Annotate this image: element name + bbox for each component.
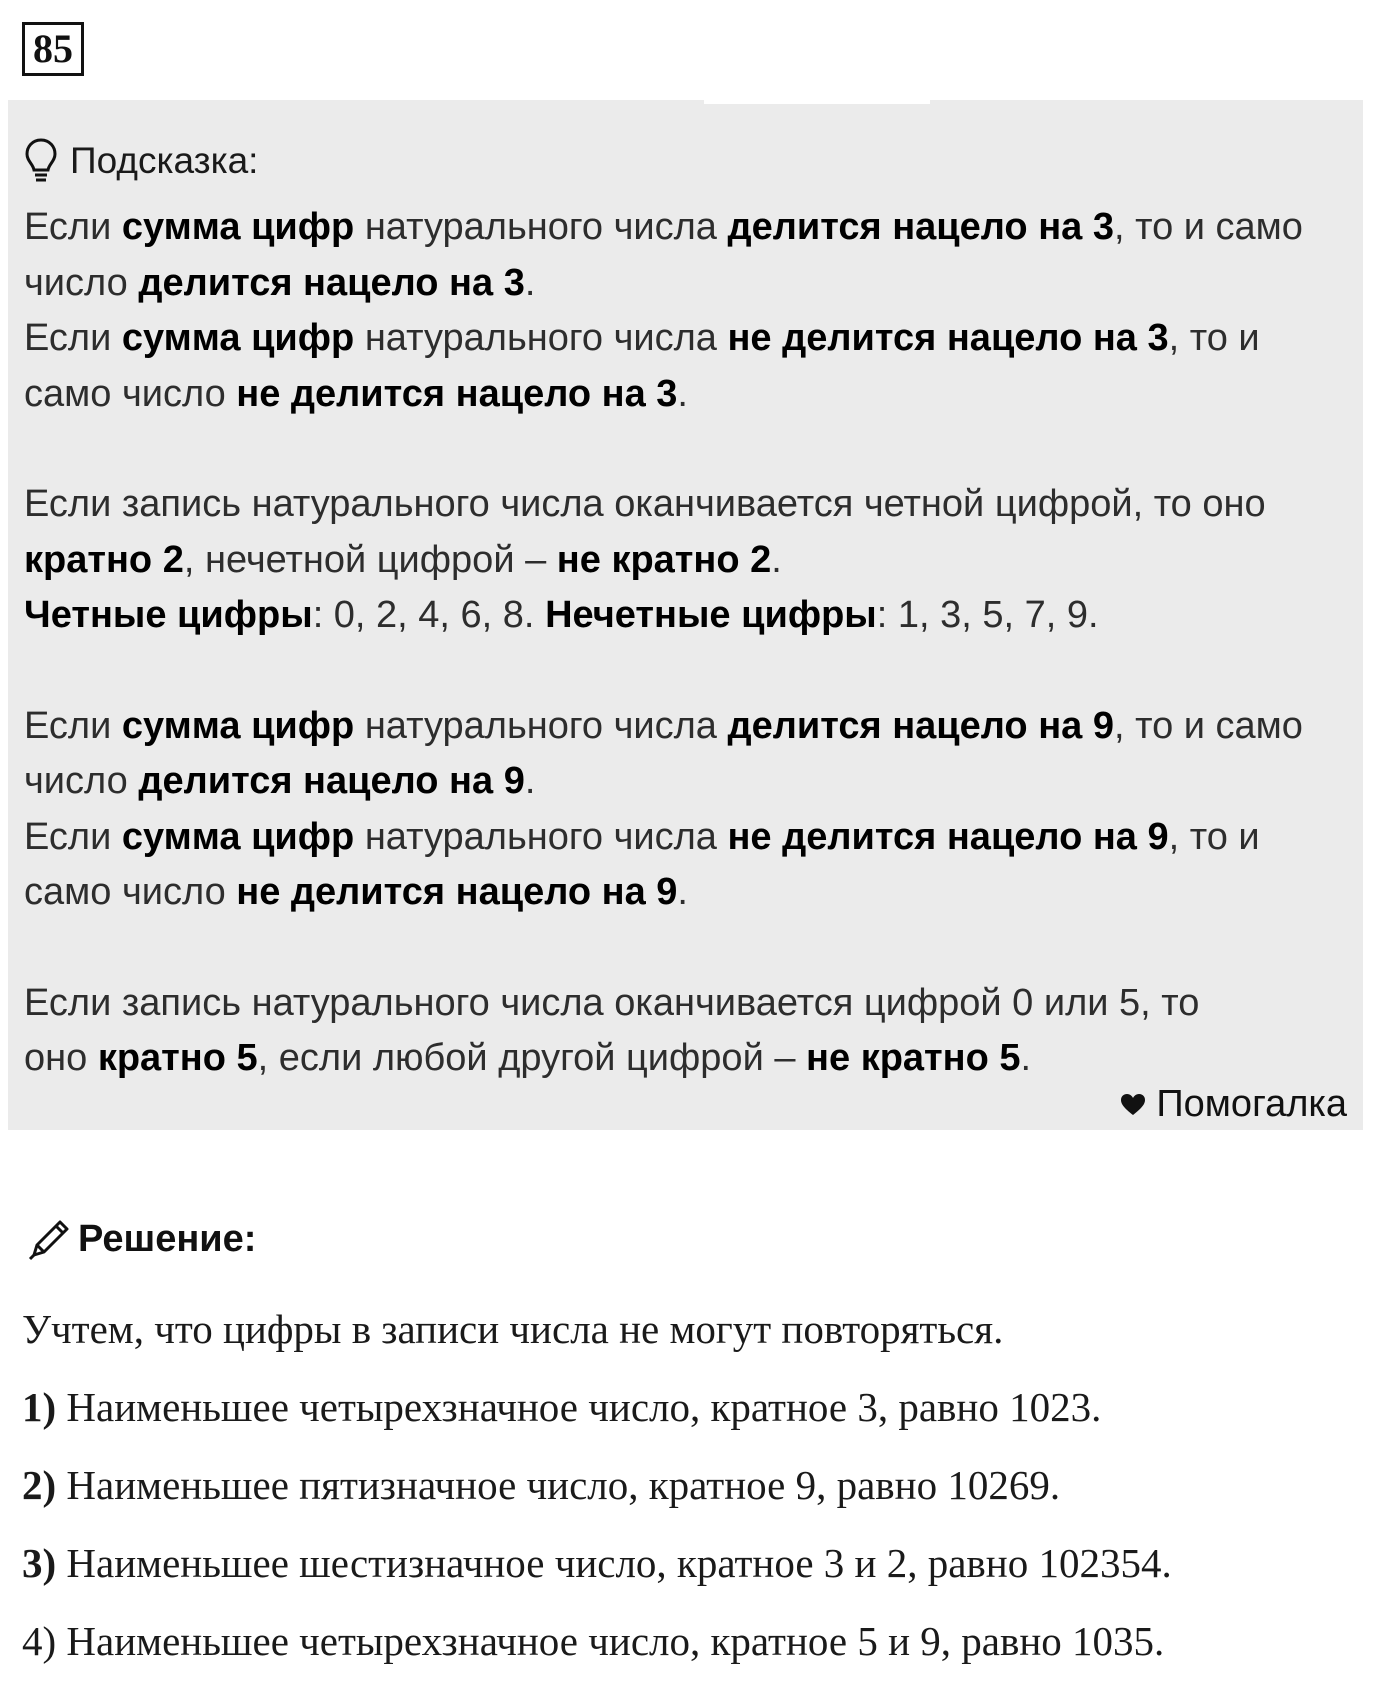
hint-emphasis: Четные цифры (24, 594, 313, 636)
hint-text-segment: . (677, 871, 688, 913)
paragraph-gap (24, 422, 1347, 477)
solution-item (22, 1602, 1382, 1680)
hint-emphasis: Нечетные цифры (545, 594, 877, 636)
hint-emphasis: делится нацело на 3 (727, 206, 1114, 248)
hint-text-segment: : 1, 3, 5, 7, 9. (876, 594, 1099, 636)
item-number: 1) (22, 1384, 57, 1430)
lightbulb-icon (24, 137, 58, 185)
hint-text-segment: Если (24, 317, 122, 359)
hint-text-segment: , нечетной цифрой – (183, 538, 557, 581)
hint-text-segment: , то и (1168, 317, 1260, 359)
item-text: Наименьшее шестизначное число, кратное 3 и 2, равно 102354. (56, 1540, 1172, 1586)
solution-header (26, 1215, 256, 1263)
hint-text-segment: Если (24, 704, 122, 747)
hint-line (24, 1031, 1347, 1087)
item-text: Наименьшее четырехзначное число, кратное 3, равно 1023. (56, 1384, 1102, 1430)
hint-text-segment: число (24, 760, 139, 802)
hint-emphasis: кратно 5 (97, 1037, 258, 1079)
hint-text-segment: натурального числа (354, 317, 728, 359)
item-number: 4) (22, 1618, 57, 1664)
hint-emphasis: не делится нацело на 3 (236, 372, 678, 415)
hint-text-segment: . (524, 261, 536, 304)
hint-line (24, 865, 1347, 921)
hint-line (24, 200, 1347, 256)
item-text: Наименьшее четырехзначное число, кратное 5 и 9, равно 1035. (56, 1618, 1165, 1664)
paragraph-gap (24, 921, 1347, 976)
hint-emphasis: делится нацело на 3 (138, 261, 525, 304)
hint-box (8, 100, 1363, 1130)
solution-title: Решение: (78, 1217, 257, 1260)
hint-text-segment: : 0, 2, 4, 6, 8. (312, 594, 546, 636)
hint-emphasis: сумма цифр (121, 704, 355, 747)
hint-emphasis: не делится нацело на 9 (727, 815, 1169, 858)
hint-emphasis: сумма цифр (121, 206, 355, 248)
hint-line (24, 256, 1347, 312)
hint-text-segment: . (524, 760, 536, 802)
hint-emphasis: делится нацело на 9 (138, 760, 525, 802)
hint-text-segment: натурального числа (354, 206, 728, 248)
hint-text-segment: натурального числа (354, 704, 728, 747)
hint-line (24, 367, 1347, 423)
hint-text-segment: само число (24, 871, 237, 913)
hint-line (24, 311, 1347, 367)
hint-emphasis: сумма цифр (121, 317, 355, 359)
hint-line (24, 699, 1347, 755)
item-text: Наименьшее пятизначное число, кратное 9, равно 10269. (56, 1462, 1061, 1508)
hint-text-segment: Если (24, 206, 122, 248)
hint-line (24, 588, 1347, 644)
heart-icon (1120, 1093, 1146, 1117)
hint-emphasis: кратно 2 (24, 538, 184, 581)
hint-emphasis: сумма цифр (121, 815, 355, 858)
hint-text-segment: , если любой другой цифрой – (257, 1037, 807, 1079)
solution-body (22, 1290, 1382, 1680)
solution-item (22, 1446, 1382, 1524)
hint-line (24, 810, 1347, 866)
hint-tab (704, 96, 930, 104)
hint-title: Подсказка: (70, 140, 259, 181)
hint-text-segment: число (24, 261, 139, 304)
pencil-icon (26, 1215, 74, 1263)
hint-emphasis: не кратно 2 (556, 538, 772, 581)
hint-text-segment: натурального числа (354, 815, 728, 858)
hint-text-segment: Если запись натурального числа оканчивается четной цифрой, то оно (24, 483, 1266, 525)
hint-text-segment: , то и само (1113, 206, 1303, 248)
hint-line (24, 477, 1347, 533)
hint-text (24, 200, 1347, 1087)
hint-text-segment: Если запись натурального числа оканчивается цифрой 0 или 5, то (24, 981, 1200, 1024)
brand-label: Помогалка (1156, 1083, 1347, 1125)
hint-line (24, 533, 1347, 589)
task-number: 85 (22, 22, 84, 76)
brand (1120, 1083, 1347, 1126)
solution-intro: Учтем, что цифры в записи числа не могут повторяться. (22, 1306, 1004, 1352)
paragraph-gap (24, 644, 1347, 699)
solution-item (22, 1368, 1382, 1446)
hint-text-segment: . (1020, 1037, 1032, 1079)
hint-text-segment: оно (24, 1037, 98, 1079)
hint-emphasis: не делится нацело на 9 (236, 871, 678, 913)
hint-line (24, 976, 1347, 1032)
hint-emphasis: делится нацело на 9 (727, 704, 1114, 747)
hint-text-segment: . (771, 538, 782, 581)
hint-text-segment: , то и само (1113, 704, 1303, 747)
hint-text-segment: само число (24, 372, 237, 415)
hint-emphasis: не делится нацело на 3 (727, 317, 1169, 359)
hint-emphasis: не кратно 5 (806, 1037, 1021, 1079)
hint-text-segment: Если (24, 815, 122, 858)
item-number: 2) (22, 1462, 57, 1508)
hint-text-segment: . (677, 372, 688, 415)
hint-text-segment: , то и (1168, 815, 1260, 858)
hint-line (24, 754, 1347, 810)
solution-item (22, 1524, 1382, 1602)
hint-header (24, 122, 1347, 200)
item-number: 3) (22, 1540, 57, 1586)
